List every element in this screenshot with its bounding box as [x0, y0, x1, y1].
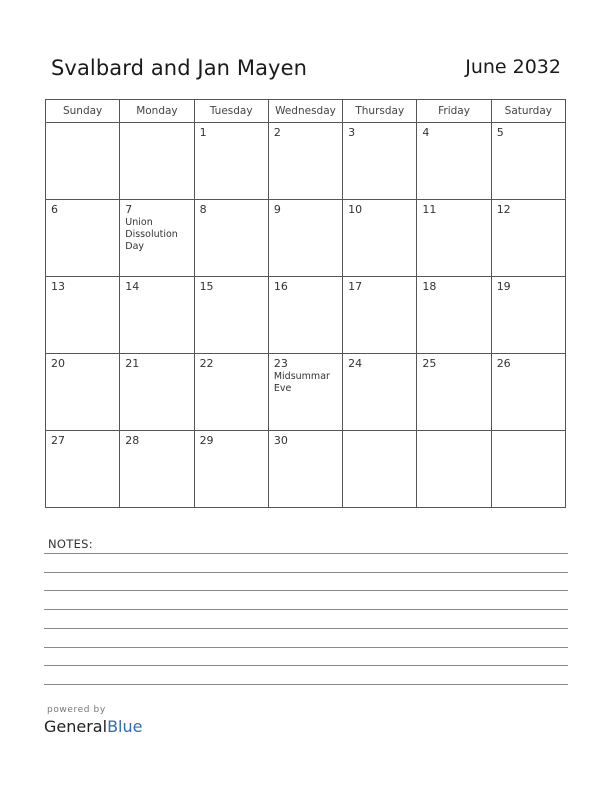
- day-number: 8: [199, 203, 207, 216]
- note-line: [44, 609, 568, 610]
- brand-blue: Blue: [107, 717, 143, 736]
- weekday-header: Sunday: [46, 100, 120, 123]
- day-cell: [343, 200, 417, 277]
- day-cell: [46, 277, 120, 354]
- day-cell: [343, 277, 417, 354]
- weekday-header: Wednesday: [268, 100, 342, 123]
- day-cell: [120, 431, 194, 508]
- day-number: 19: [496, 280, 511, 293]
- day-number: 14: [125, 280, 140, 293]
- day-number: 29: [199, 434, 214, 447]
- day-cell: [268, 277, 342, 354]
- day-cell: [120, 123, 194, 200]
- day-number: 28: [125, 434, 140, 447]
- note-line: [44, 647, 568, 648]
- notes-label: NOTES:: [48, 537, 93, 551]
- note-line: [44, 628, 568, 629]
- day-number: [120, 123, 193, 126]
- note-line: [44, 553, 568, 554]
- day-number: [492, 431, 565, 434]
- day-number: 27: [51, 434, 65, 447]
- day-cell: [46, 431, 120, 508]
- day-number: [46, 123, 119, 126]
- day-number: 11: [422, 203, 437, 216]
- day-cell: [343, 123, 417, 200]
- day-cell: [491, 431, 565, 508]
- day-number: 20: [51, 357, 65, 370]
- day-number: 5: [496, 126, 504, 139]
- day-cell: [268, 354, 342, 431]
- day-number: 17: [348, 280, 363, 293]
- powered-by-text: powered by: [47, 705, 106, 715]
- day-cell: [46, 123, 120, 200]
- day-cell: [46, 354, 120, 431]
- day-number: 10: [348, 203, 363, 216]
- day-cell: [343, 431, 417, 508]
- week-row: [46, 277, 566, 354]
- day-cell: [120, 354, 194, 431]
- day-cell: [194, 354, 268, 431]
- day-cell: [194, 277, 268, 354]
- holiday-label: Midsummar Eve: [273, 371, 330, 394]
- week-row: [46, 200, 566, 277]
- day-number: 21: [125, 357, 140, 370]
- brand-general: General: [44, 717, 108, 736]
- day-number: 4: [422, 126, 430, 139]
- day-cell: [120, 200, 194, 277]
- day-cell: [194, 200, 268, 277]
- day-cell: [268, 431, 342, 508]
- calendar-grid: [45, 99, 566, 508]
- day-number: 13: [51, 280, 65, 293]
- weekday-header: Friday: [417, 100, 491, 123]
- day-cell: [417, 277, 491, 354]
- day-number: 30: [273, 434, 288, 447]
- day-cell: [417, 354, 491, 431]
- day-cell: [417, 200, 491, 277]
- day-number: 2: [273, 126, 281, 139]
- week-row: [46, 431, 566, 508]
- day-cell: [268, 123, 342, 200]
- day-cell: [491, 200, 565, 277]
- day-cell: [417, 431, 491, 508]
- week-row: [46, 354, 566, 431]
- day-number: 6: [51, 203, 58, 216]
- note-line: [44, 590, 568, 591]
- day-number: 12: [496, 203, 511, 216]
- day-number: 23: [273, 357, 288, 370]
- day-cell: [268, 200, 342, 277]
- day-cell: [491, 354, 565, 431]
- week-row: [46, 123, 566, 200]
- weekday-header: Thursday: [343, 100, 417, 123]
- day-cell: [46, 200, 120, 277]
- day-number: 15: [199, 280, 214, 293]
- day-number: 16: [273, 280, 288, 293]
- day-cell: [120, 277, 194, 354]
- generalblue-logo[interactable]: [44, 717, 142, 736]
- day-number: 25: [422, 357, 437, 370]
- day-number: 3: [348, 126, 356, 139]
- calendar-month: June 2032: [465, 56, 561, 78]
- note-line: [44, 665, 568, 666]
- day-number: 1: [199, 126, 207, 139]
- day-cell: [417, 123, 491, 200]
- note-line: [44, 684, 568, 685]
- day-number: 22: [199, 357, 214, 370]
- note-line: [44, 572, 568, 573]
- day-number: 24: [348, 357, 363, 370]
- day-number: 7: [125, 203, 133, 216]
- day-number: [343, 431, 416, 434]
- day-cell: [194, 431, 268, 508]
- day-cell: [491, 123, 565, 200]
- day-cell: [343, 354, 417, 431]
- day-number: 9: [273, 203, 281, 216]
- day-number: 26: [496, 357, 511, 370]
- weekday-header-row: [46, 100, 566, 123]
- weekday-header: Saturday: [491, 100, 565, 123]
- day-cell: [194, 123, 268, 200]
- day-cell: [491, 277, 565, 354]
- day-number: [417, 431, 490, 434]
- day-number: 18: [422, 280, 437, 293]
- weekday-header: Monday: [120, 100, 194, 123]
- calendar-title: Svalbard and Jan Mayen: [51, 56, 308, 80]
- holiday-label: Union Dissolution Day: [125, 217, 178, 252]
- weekday-header: Tuesday: [194, 100, 268, 123]
